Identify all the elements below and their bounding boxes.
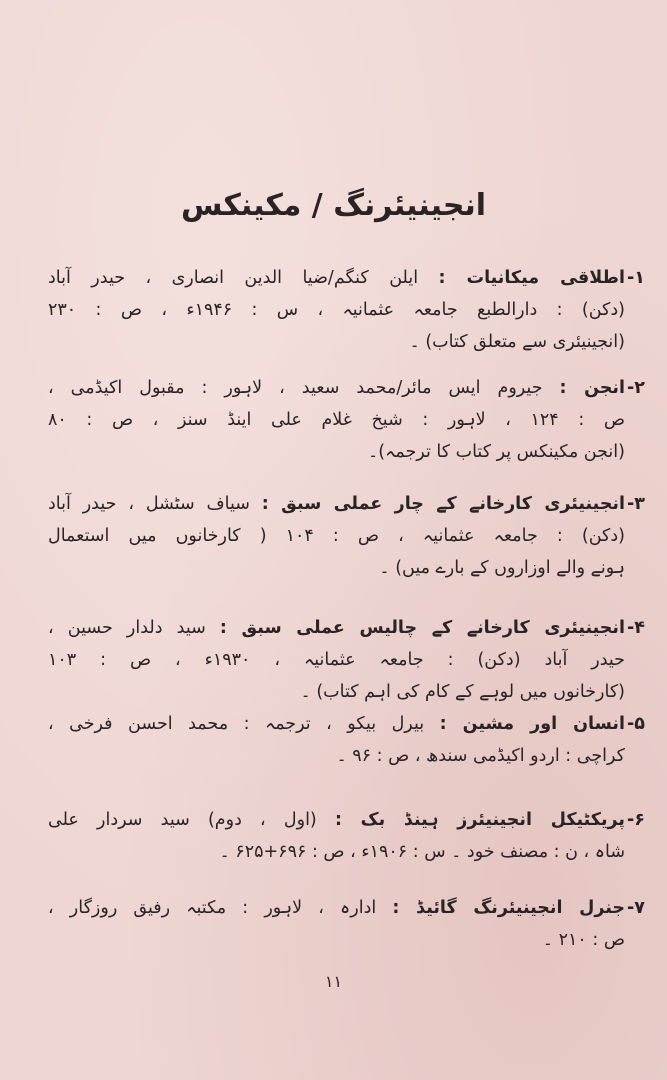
entry-title: اطلاقی میکانیات : xyxy=(438,268,625,288)
entry-number: ۵- xyxy=(627,714,645,734)
page-number: ۱۱ xyxy=(324,972,343,991)
entry-title: انجینیئری کارخانے کے چار عملی سبق : xyxy=(261,494,625,514)
entry-title: انجینیئری کارخانے کے چالیس عملی سبق : xyxy=(219,618,625,638)
entry-number: ۳- xyxy=(627,494,645,514)
bibliography-entry xyxy=(48,372,645,468)
entry-number: ۶- xyxy=(627,810,645,830)
bibliography-entry xyxy=(48,488,645,584)
entry-line xyxy=(48,488,625,520)
entry-text: ہونے والے اوزاروں کے بارے میں) ۔ xyxy=(379,558,625,578)
entry-text: سید دلدار حسین ، xyxy=(48,618,220,638)
entry-text: ادارہ ، لاہور : مکتبہ رفیق روزگار ، xyxy=(48,898,393,918)
entry-title: انجن : xyxy=(559,378,625,398)
entry-number: ۷- xyxy=(627,898,645,918)
entry-line xyxy=(48,740,625,772)
entry-number: ۱- xyxy=(627,268,645,288)
entry-line xyxy=(48,836,625,868)
entry-text: شاہ ، ن : مصنف خود ۔ س : ۱۹۰۶ء ، ص : ۶۹۶+۶۲۵ ۔ xyxy=(219,842,625,862)
entry-line xyxy=(48,436,625,468)
entry-number: ۴- xyxy=(627,618,645,638)
entry-line xyxy=(48,404,625,436)
entry-line xyxy=(48,520,625,552)
page-heading: انجینیئرنگ / مکینکس xyxy=(180,188,486,223)
entry-text: ص : ۲۱۰ ۔ xyxy=(542,930,625,950)
entry-line xyxy=(48,676,625,708)
entry-text: ایلن کنگم/ضیا الدین انصاری ، حیدر آباد xyxy=(48,268,439,288)
entry-text: (دکن) : دارالطبع جامعہ عثمانیہ ، س : ۱۹۴۶ء ، ص : ۲۳۰ xyxy=(48,300,625,320)
bibliography-entry xyxy=(48,892,645,956)
entry-text: جیروم ایس مائر/محمد سعید ، لاہور : مقبول اکیڈمی ، xyxy=(48,378,560,398)
entry-text: (انجینیئری سے متعلق کتاب) ۔ xyxy=(409,332,625,352)
entry-text: (انجن مکینکس پر کتاب کا ترجمہ)۔ xyxy=(368,442,625,462)
entry-line xyxy=(48,804,625,836)
entry-line xyxy=(48,552,625,584)
entry-title: انسان اور مشین : xyxy=(439,714,625,734)
entry-line xyxy=(48,708,625,740)
bibliography-entry xyxy=(48,804,645,868)
entry-line xyxy=(48,612,625,644)
entry-text: حیدر آباد (دکن) : جامعہ عثمانیہ ، ۱۹۳۰ء ، ص : ۱۰۳ xyxy=(48,650,625,670)
entry-line xyxy=(48,372,625,404)
entry-text: (اول ، دوم) سید سردار علی xyxy=(48,810,335,830)
entry-line xyxy=(48,644,625,676)
bibliography-entry xyxy=(48,708,645,772)
entry-number: ۲- xyxy=(627,378,645,398)
entry-text: ص : ۱۲۴ ، لاہور : شیخ غلام علی اینڈ سنز ، ص : ۸۰ xyxy=(48,410,625,430)
entry-title: پریکٹیکل انجینیئرز ہینڈ بک : xyxy=(334,810,625,830)
entry-line xyxy=(48,294,625,326)
entry-text: (کارخانوں میں لوہے کے کام کی اہم کتاب) ۔ xyxy=(300,682,625,702)
entry-line xyxy=(48,892,625,924)
entry-text: بیرل بیکو ، ترجمہ : محمد احسن فرخی ، xyxy=(48,714,440,734)
bibliography-entry xyxy=(48,612,645,708)
entry-line xyxy=(48,924,625,956)
entry-line xyxy=(48,326,625,358)
entry-text: کراچی : اردو اکیڈمی سندھ ، ص : ۹۶ ۔ xyxy=(336,746,625,766)
entry-line xyxy=(48,262,625,294)
entry-text: سیاف سٹشل ، حیدر آباد xyxy=(48,494,262,514)
entry-title: جنرل انجینیئرنگ گائیڈ : xyxy=(392,898,625,918)
entry-text: (دکن) : جامعہ عثمانیہ ، ص : ۱۰۴ ( کارخانوں میں استعمال xyxy=(48,526,625,546)
bibliography-entry xyxy=(48,262,645,358)
